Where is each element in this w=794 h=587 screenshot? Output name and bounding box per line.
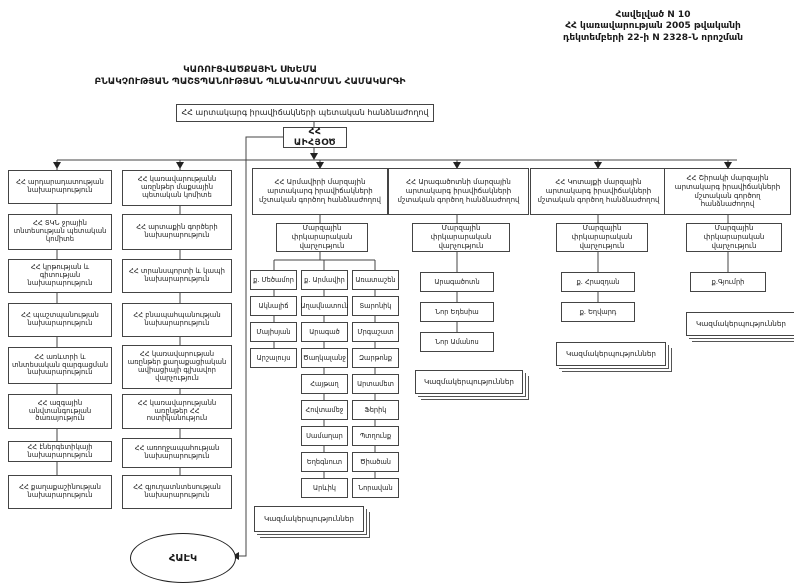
node-marz-commission-kotayk: ՀՀ Կոտայքի մարզային արտակարգ իրավիճակների մշտական գործող հանձնաժողով bbox=[530, 168, 667, 215]
node-ministry: ՀՀ կրթության և գիտության նախարարություն bbox=[8, 259, 112, 293]
node-ministry: ՀՀ պաշտպանության նախարարություն bbox=[8, 303, 112, 337]
node-community: ք. Հրազդան bbox=[561, 272, 635, 292]
node-ministry: ՀՀ ազգային անվտանգության ծառայություն bbox=[8, 394, 112, 429]
node-rescue-dept-shirak: Մարզային փրկարարական վարչություն bbox=[686, 223, 782, 252]
node-community: Եղեգնուտ bbox=[301, 452, 348, 472]
annotation-line-3: դեկտեմբերի 22-ի N 2328-Ն որոշման bbox=[562, 32, 744, 43]
node-community: Առատաշեն bbox=[352, 270, 399, 290]
decree-annotation bbox=[520, 10, 786, 44]
node-community: ք.Գյումրի bbox=[690, 272, 766, 292]
node-community: Նոր Ամանոս bbox=[420, 332, 494, 352]
node-community: Նոր Եդեսիա bbox=[420, 302, 494, 322]
node-ministry: ՀՀ արտաքին գործերի նախարարություն bbox=[122, 214, 232, 250]
node-community: Ծաղկալանջ bbox=[301, 348, 348, 368]
node-community: Հովտամեջ bbox=[301, 400, 348, 420]
node-rescue-dept-armavir: Մարզային փրկարարական վարչություն bbox=[276, 223, 368, 252]
node-community: Պտղունք bbox=[352, 426, 399, 446]
node-ministry: ՀՀ ՏԿՆ ջրային տնտեսության պետական կոմիտե bbox=[8, 214, 112, 250]
node-community: Արագած bbox=[301, 322, 348, 342]
node-community: Արևիկ bbox=[301, 478, 348, 498]
node-community: Զարթոնք bbox=[352, 348, 399, 368]
page-title bbox=[80, 64, 420, 89]
node-marz-commission-armavir: ՀՀ Արմավիրի մարզային արտակարգ իրավիճակների մշտական գործող հանձնաժողով bbox=[252, 168, 388, 215]
node-organizations-aragatsotn: Կազմակերպություններ bbox=[415, 370, 523, 394]
node-ministry: ՀՀ կառավարությանն առընթեր ՀՀ ոստիկանություն bbox=[122, 394, 232, 429]
node-community: Արտամետ bbox=[352, 374, 399, 394]
node-community: ք. Եղվարդ bbox=[561, 302, 635, 322]
node-community: Հայթաղ bbox=[301, 374, 348, 394]
title-line-2: ԲՆԱԿՉՈՒԹՅԱՆ ՊԱՇՏՊԱՆՈՒԹՅԱՆ ՊԼԱՆԱՎՈՐՄԱՆ ՀԱՄԱԿԱՐԳԻ bbox=[94, 76, 406, 88]
node-ministry: ՀՀ արդարադատության նախարարություն bbox=[8, 170, 112, 204]
node-rescue-dept-kotayk: Մարզային փրկարարական վարչություն bbox=[556, 223, 648, 252]
node-community: Մայիսյան bbox=[250, 322, 297, 342]
node-community: Ծիածան bbox=[352, 452, 399, 472]
node-organizations-kotayk: Կազմակերպություններ bbox=[556, 342, 666, 366]
node-ministry: ՀՀ առևտրի և տնտեսական զարգացման նախարարություն bbox=[8, 347, 112, 384]
node-ministry: ՀՀ կառավարության առընթեր քաղաքացիական ավիացիայի գլխավոր վարչություն bbox=[122, 345, 232, 389]
node-ministry: ՀՀ գյուղատնտեսության նախարարություն bbox=[122, 475, 232, 509]
node-community: Ակնալիճ bbox=[250, 296, 297, 316]
annotation-line-2: ՀՀ կառավարության 2005 թվականի bbox=[565, 21, 741, 32]
node-rescue-dept-aragatsotn: Մարզային փրկարարական վարչություն bbox=[412, 223, 510, 252]
node-community: Նորավան bbox=[352, 478, 399, 498]
node-community: ք. Արմավիր bbox=[301, 270, 348, 290]
node-community: Ֆերիկ bbox=[352, 400, 399, 420]
title-line-1: ԿԱՌՈՒՑՎԱԾՔԱՅԻՆ ՍԽԵՄԱ bbox=[183, 64, 317, 75]
node-ministry: ՀՀ տրանսպորտի և կապի նախարարություն bbox=[122, 259, 232, 293]
node-npp: ՀԱԷԿ bbox=[130, 533, 236, 583]
node-marz-commission-shirak: ՀՀ Շիրակի մարզային արտակարգ իրավիճակների մշտական գործող հանձնաժողով bbox=[664, 168, 791, 215]
node-community: Տարոնիկ bbox=[352, 296, 399, 316]
node-agency: ՀՀ ԱԻՀՅՕԾ bbox=[283, 127, 347, 148]
node-community: Աղավնատուն bbox=[301, 296, 348, 316]
node-organizations-shirak: Կազմակերպություններ bbox=[686, 312, 794, 336]
node-organizations-armavir: Կազմակերպություններ bbox=[254, 506, 364, 532]
node-ministry: ՀՀ էներգետիկայի նախարարություն bbox=[8, 441, 112, 462]
node-community: Մրգաշատ bbox=[352, 322, 399, 342]
node-marz-commission-aragatsotn: ՀՀ Արագածոտնի մարզային արտակարգ իրավիճակների մշտական գործող հանձնաժողով bbox=[388, 168, 529, 215]
node-community: Արագածոտն bbox=[420, 272, 494, 292]
node-community: Սամաղար bbox=[301, 426, 348, 446]
node-state-commission: ՀՀ արտակարգ իրավիճակների պետական հանձնաժողով bbox=[176, 104, 434, 122]
node-ministry: ՀՀ բնապահպանության նախարարություն bbox=[122, 303, 232, 337]
annotation-line-1: Հավելված N 10 bbox=[615, 10, 691, 20]
node-community: Արշալույս bbox=[250, 348, 297, 368]
node-ministry: ՀՀ առողջապահության նախարարություն bbox=[122, 438, 232, 468]
node-community: ք. Մեծամոր bbox=[250, 270, 297, 290]
node-ministry: ՀՀ կառավարությանն առընթեր մաքսային պետական կոմիտե bbox=[122, 170, 232, 206]
node-ministry: ՀՀ քաղաքաշինության նախարարություն bbox=[8, 475, 112, 509]
